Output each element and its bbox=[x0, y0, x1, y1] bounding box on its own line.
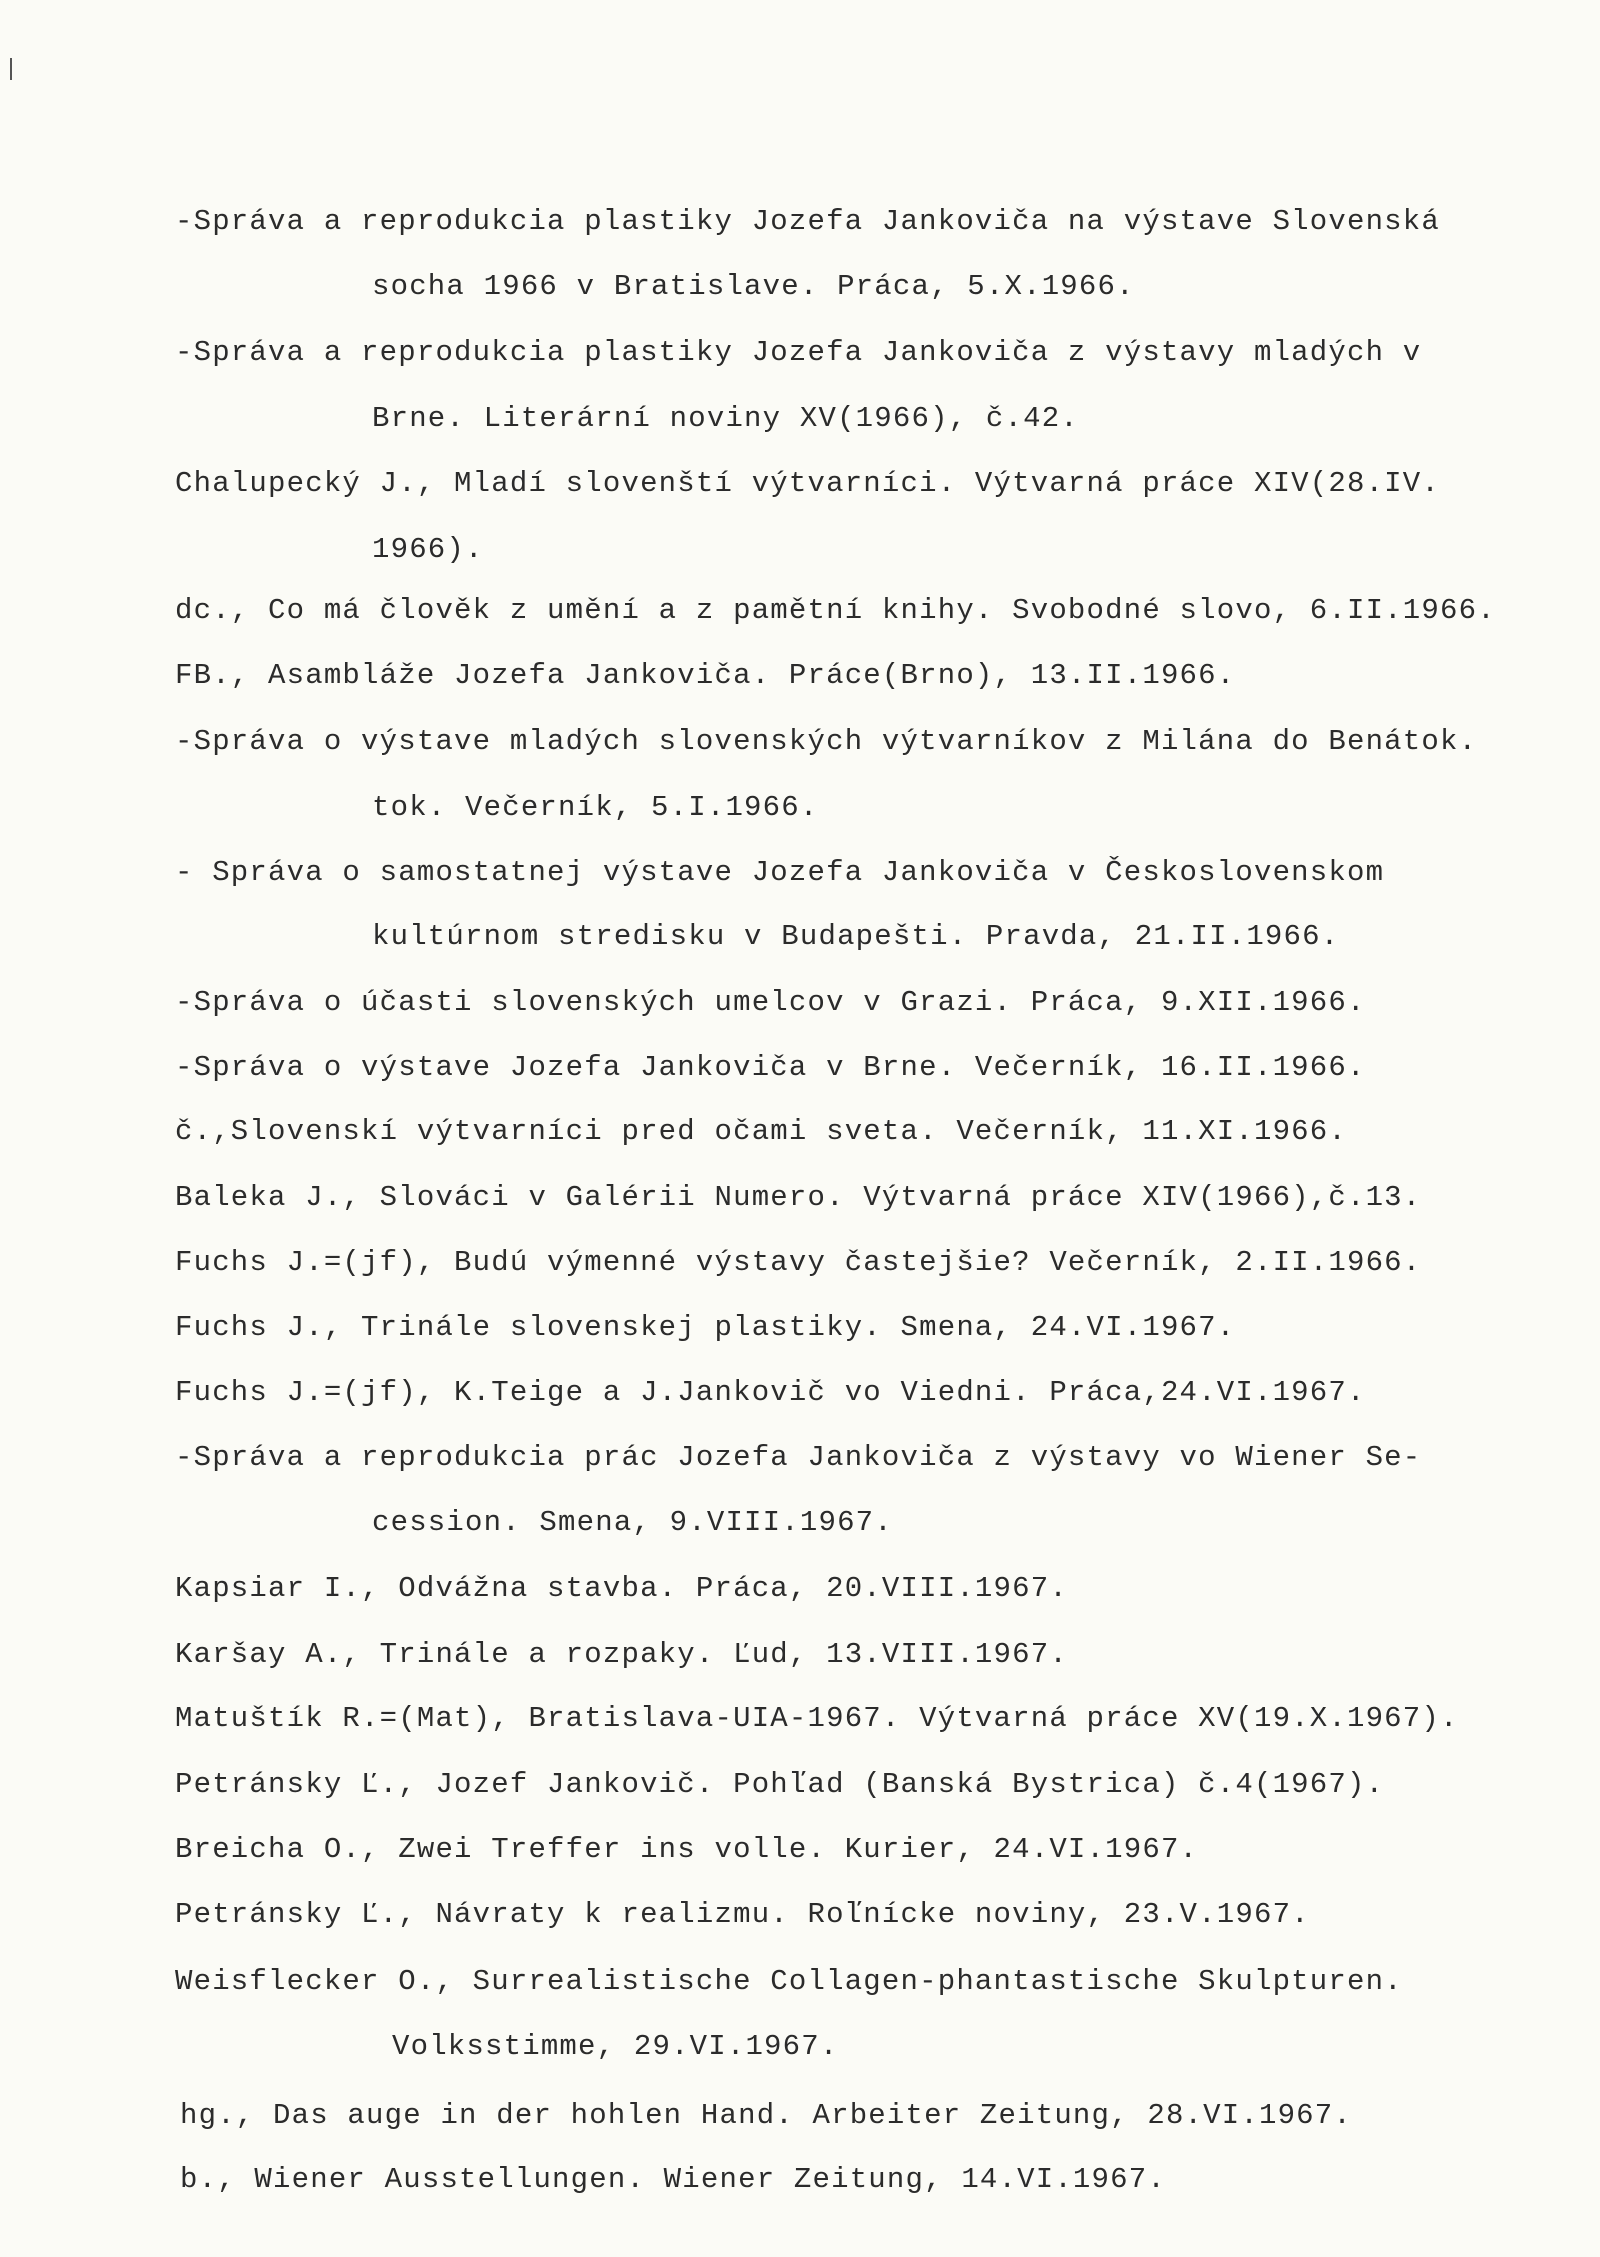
entry-continuation: kultúrnom stredisku v Budapešti. Pravda, 21.II.1966. bbox=[372, 920, 1340, 953]
entry-line: -Správa o účasti slovenských umelcov v Grazi. Práca, 9.XII.1966. bbox=[175, 986, 1366, 1019]
entry-line: -Správa o výstave mladých slovenských výtvarníkov z Milána do Benátok. bbox=[175, 725, 1478, 758]
entry-line: Matuštík R.=(Mat), Bratislava-UIA-1967. Výtvarná práce XV(19.X.1967). bbox=[175, 1702, 1459, 1735]
entry-line: Fuchs J., Trinále slovenskej plastiky. Smena, 24.VI.1967. bbox=[175, 1311, 1236, 1344]
entry-line: Baleka J., Slováci v Galérii Numero. Výtvarná práce XIV(1966),č.13. bbox=[175, 1181, 1422, 1214]
entry-line: - Správa o samostatnej výstave Jozefa Jankoviča v Československom bbox=[175, 856, 1385, 889]
entry-continuation: tok. Večerník, 5.I.1966. bbox=[372, 791, 819, 824]
entry-continuation: cession. Smena, 9.VIII.1967. bbox=[372, 1506, 893, 1539]
entry-continuation: Brne. Literární noviny XV(1966), č.42. bbox=[372, 402, 1079, 435]
entry-line: FB., Asambláže Jozefa Jankoviča. Práce(Brno), 13.II.1966. bbox=[175, 659, 1236, 692]
entry-line: -Správa a reprodukcia plastiky Jozefa Jankoviča z výstavy mladých v bbox=[175, 336, 1422, 369]
entry-continuation: socha 1966 v Bratislave. Práca, 5.X.1966. bbox=[372, 270, 1135, 303]
entry-line: č.,Slovenskí výtvarníci pred očami sveta. Večerník, 11.XI.1966. bbox=[175, 1115, 1347, 1148]
entry-line: Petránsky Ľ., Jozef Jankovič. Pohľad (Banská Bystrica) č.4(1967). bbox=[175, 1768, 1385, 1801]
entry-continuation: Volksstimme, 29.VI.1967. bbox=[392, 2030, 839, 2063]
entry-line: Fuchs J.=(jf), K.Teige a J.Jankovič vo Viedni. Práca,24.VI.1967. bbox=[175, 1376, 1366, 1409]
entry-line: dc., Co má člověk z umění a z pamětní knihy. Svobodné slovo, 6.II.1966. bbox=[175, 594, 1496, 627]
entry-line: hg., Das auge in der hohlen Hand. Arbeiter Zeitung, 28.VI.1967. bbox=[180, 2099, 1352, 2132]
entry-line: Petránsky Ľ., Návraty k realizmu. Roľnícke noviny, 23.V.1967. bbox=[175, 1898, 1310, 1931]
entry-line: -Správa a reprodukcia prác Jozefa Jankoviča z výstavy vo Wiener Se- bbox=[175, 1441, 1422, 1474]
entry-line: Kapsiar I., Odvážna stavba. Práca, 20.VIII.1967. bbox=[175, 1572, 1068, 1605]
entry-line: Karšay A., Trinále a rozpaky. Ľud, 13.VIII.1967. bbox=[175, 1638, 1068, 1671]
entry-line: Breicha O., Zwei Treffer ins volle. Kurier, 24.VI.1967. bbox=[175, 1833, 1199, 1866]
entry-line: Chalupecký J., Mladí slovenští výtvarníci. Výtvarná práce XIV(28.IV. bbox=[175, 467, 1440, 500]
entry-line: b., Wiener Ausstellungen. Wiener Zeitung, 14.VI.1967. bbox=[180, 2163, 1166, 2196]
entry-continuation: 1966). bbox=[372, 533, 484, 566]
entry-line: Fuchs J.=(jf), Budú výmenné výstavy častejšie? Večerník, 2.II.1966. bbox=[175, 1246, 1422, 1279]
entry-line: -Správa a reprodukcia plastiky Jozefa Jankoviča na výstave Slovenská bbox=[175, 205, 1440, 238]
entry-line: Weisflecker O., Surrealistische Collagen-phantastische Skulpturen. bbox=[175, 1965, 1403, 1998]
entry-line: -Správa o výstave Jozefa Jankoviča v Brne. Večerník, 16.II.1966. bbox=[175, 1051, 1366, 1084]
